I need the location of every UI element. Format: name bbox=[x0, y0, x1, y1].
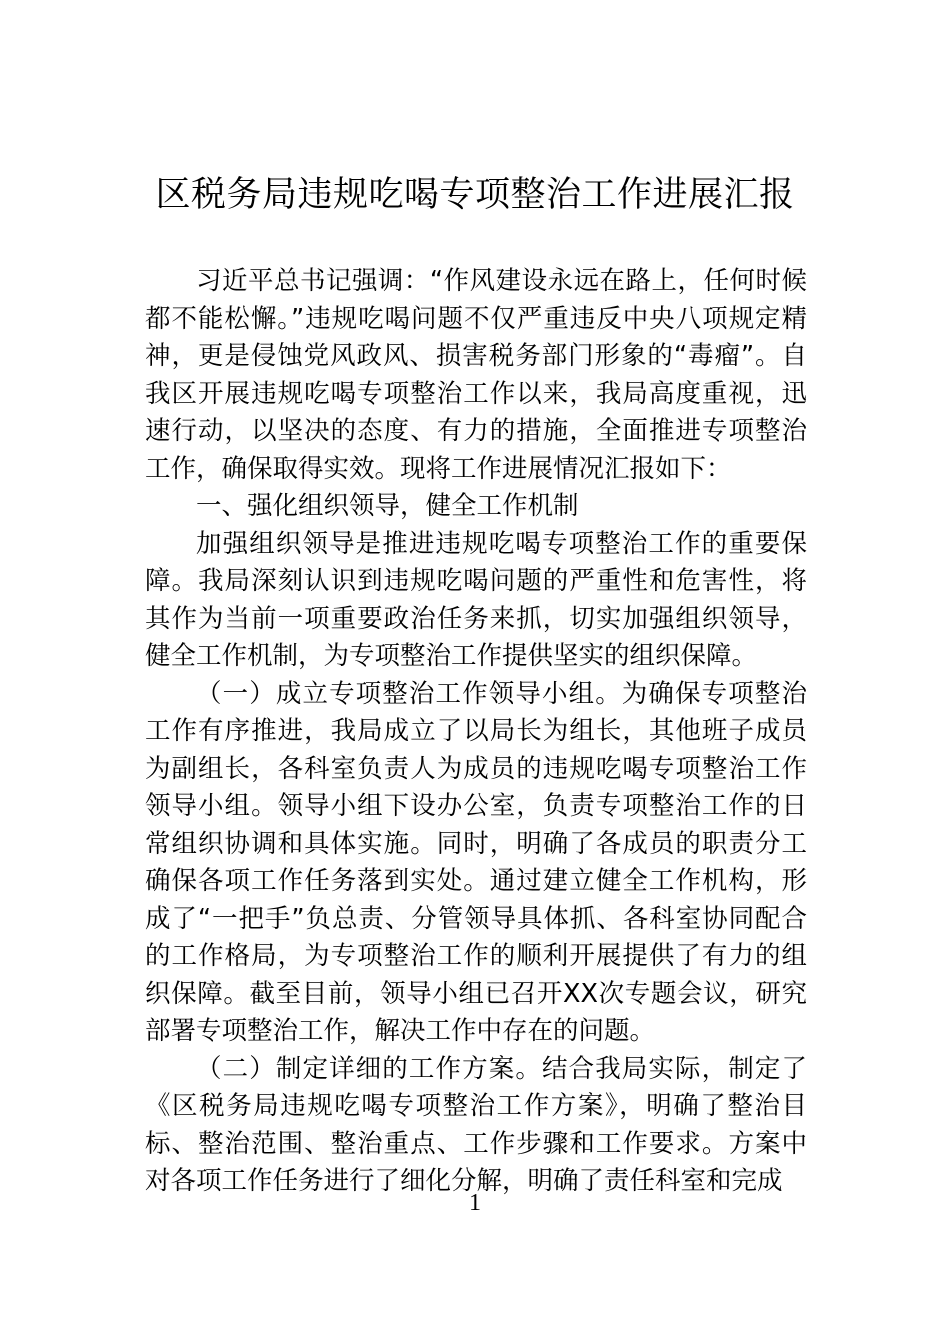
body-paragraph: 加强组织领导是推进违规吃喝专项整治工作的重要保障。我局深刻认识到违规吃喝问题的严重性和危害性，将其作为当前一项重要政治任务来抓，切实加强组织领导，健全工作机制，为专项整治工作提供坚实的组织保障。 bbox=[145, 528, 807, 671]
intro-paragraph: 习近平总书记强调：“作风建设永远在路上，任何时候都不能松懈。”违规吃喝问题不仅严重违反中央八项规定精神，更是侵蚀党风政风、损害税务部门形象的“毒瘤”。自我区开展违规吃喝专项整治工作以来，我局高度重视，迅速行动，以坚决的态度、有力的措施，全面推进专项整治工作，确保取得实效。现将工作进展情况汇报如下： bbox=[145, 266, 807, 484]
document-body bbox=[145, 263, 807, 1201]
body-paragraph: （一）成立专项整治工作领导小组。为确保专项整治工作有序推进，我局成立了以局长为组长，其他班子成员为副组长，各科室负责人为成员的违规吃喝专项整治工作领导小组。领导小组下设办公室，负责专项整治工作的日常组织协调和具体实施。同时，明确了各成员的职责分工确保各项工作任务落到实处。通过建立健全工作机构，形成了“一把手”负总责、分管领导具体抓、各科室协同配合的工作格局，为专项整治工作的顺利开展提供了有力的组织保障。截至目前，领导小组已召开XX次专题会议，研究部署专项整治工作，解决工作中存在的问题。 bbox=[145, 678, 807, 1046]
body-paragraph: （二）制定详细的工作方案。结合我局实际，制定了《区税务局违规吃喝专项整治工作方案》，明确了整治目标、整治范围、整治重点、工作步骤和工作要求。方案中对各项工作任务进行了细化分解，明确了责任科室和完成 bbox=[145, 1053, 807, 1196]
page-number: 1 bbox=[469, 1190, 481, 1216]
section-heading: 一、强化组织领导，健全工作机制 bbox=[196, 491, 579, 521]
document-title: 区税务局违规吃喝专项整治工作进展汇报 bbox=[155, 175, 795, 215]
